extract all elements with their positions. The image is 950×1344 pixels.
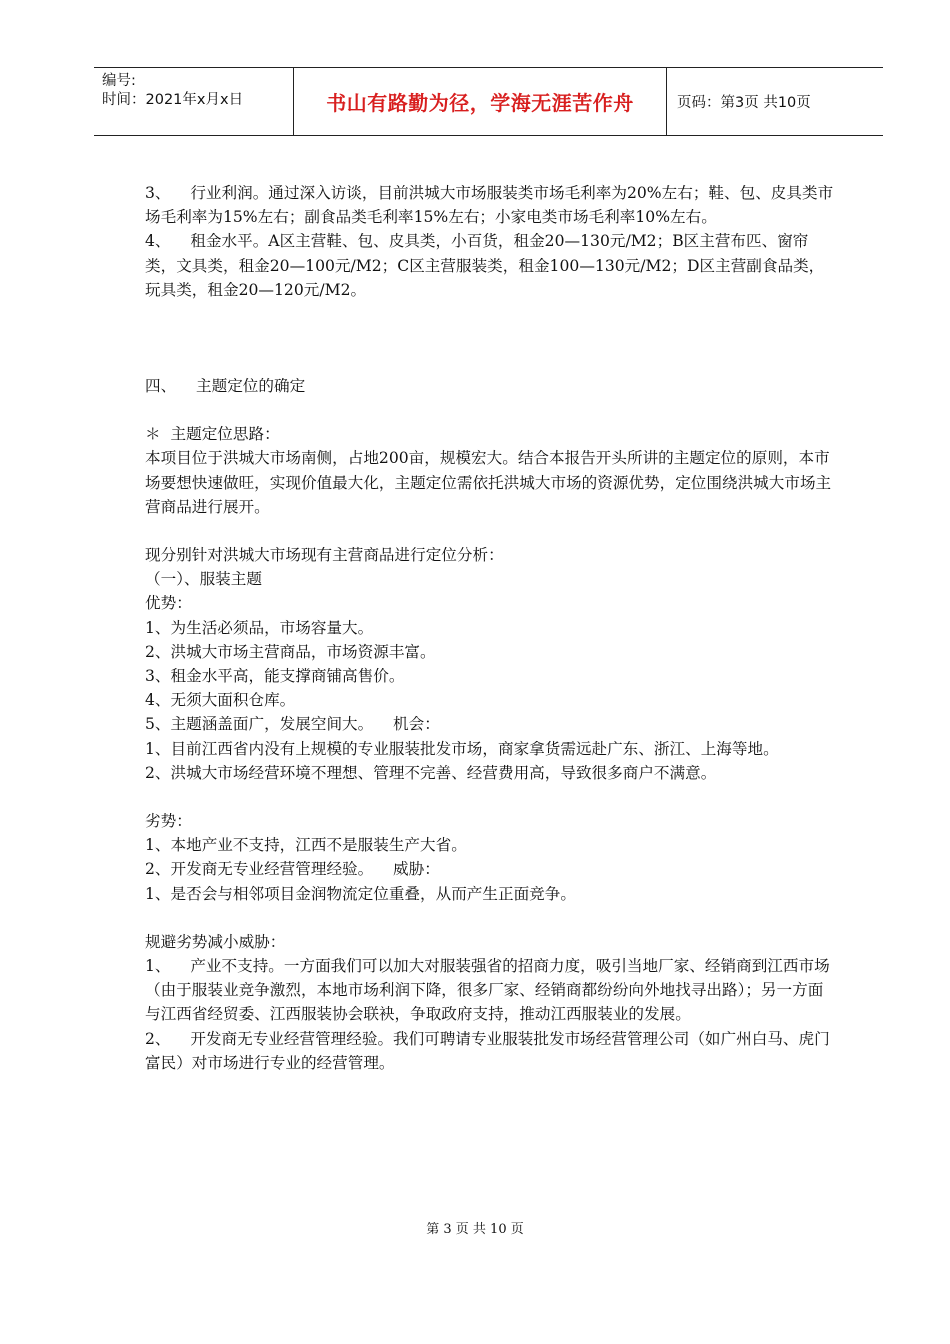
paragraph-profit: 3、 行业利润。通过深入访谈，目前洪城大市场服装类市场毛利率为20%左右；鞋、包、皮具类市场毛利率为15%左右；副食品类毛利率15%左右；小家电类市场毛利率10%左右。: [145, 184, 834, 227]
disadvantages-title: 劣势：: [145, 812, 192, 831]
list-item: 5、主题涵盖面广，发展空间大。 机会：: [145, 715, 440, 734]
header-meta-cell: [94, 68, 294, 135]
paragraph-rent: 4、 租金水平。A区主营鞋、包、皮具类，小百货，租金20—130元/M2；B区主营布匹、窗帘类，文具类，租金20—100元/M2；C区主营服装类，租金100—130元/M2；D区主营副食品类，玩具类，租金20—120元/M2。: [145, 232, 825, 299]
footer-page-number: 第 3 页 共 10 页: [426, 1222, 524, 1237]
list-item: 2、洪城大市场主营商品，市场资源丰富。: [145, 642, 436, 661]
idea-title: ＊ 主题定位思路：: [145, 425, 280, 444]
list-item: 2、 开发商无专业经营管理经验。我们可聘请专业服装批发市场经营管理公司（如广州白马、虎门富民）对市场进行专业的经营管理。: [145, 1029, 830, 1072]
time-label: 时间：2021年x月x日: [102, 92, 244, 108]
page-label: 页码：第3页 共10页: [677, 95, 811, 111]
list-item: 2、洪城大市场经营环境不理想、管理不完善、经营费用高，导致很多商户不满意。: [145, 763, 717, 782]
page-footer: [0, 1218, 950, 1237]
list-item: 1、本地产业不支持，江西不是服装生产大省。: [145, 836, 467, 855]
section-heading: 四、 主题定位的确定: [145, 377, 306, 396]
page-header: [94, 67, 883, 136]
motto-text: 书山有路勤为径，学海无涯苦作舟: [326, 91, 634, 115]
list-item: 1、是否会与相邻项目金润物流定位重叠，从而产生正面竞争。: [145, 884, 576, 903]
subheading-clothing: （一）、服装主题: [145, 570, 262, 589]
list-item: 4、无须大面积仓库。: [145, 691, 296, 710]
analysis-intro: 现分别针对洪城大市场现有主营商品进行定位分析：: [145, 546, 504, 565]
list-item: 1、 产业不支持。一方面我们可以加大对服装强省的招商力度，吸引当地厂家、经销商到江西市场（由于服装业竞争激烈，本地市场利润下降，很多厂家、经销商都纷纷向外地找寻出路）；另一方面与江西省经贸委、江西服装协会联袂，争取政府支持，推动江西服装业的发展。: [145, 957, 830, 1024]
list-item: 3、租金水平高，能支撑商铺高售价。: [145, 667, 405, 686]
advantages-title: 优势：: [145, 594, 192, 613]
header-motto-cell: [294, 68, 667, 135]
avoidance-title: 规避劣势减小威胁：: [145, 932, 286, 951]
number-label: 编号:: [102, 73, 136, 89]
list-item: 1、为生活必须品，市场容量大。: [145, 618, 374, 637]
list-item: 2、开发商无专业经营管理经验。 威胁：: [145, 860, 440, 879]
document-body: [145, 181, 835, 1075]
idea-text: 本项目位于洪城大市场南侧，占地200亩，规模宏大。结合本报告开头所讲的主题定位的原则，本市场要想快速做旺，实现价值最大化，主题定位需依托洪城大市场的资源优势，定位围绕洪城大市场主营商品进行展开。: [145, 449, 832, 516]
list-item: 1、目前江西省内没有上规模的专业服装批发市场，商家拿货需远赴广东、浙江、上海等地。: [145, 739, 779, 758]
header-page-cell: [667, 68, 883, 135]
